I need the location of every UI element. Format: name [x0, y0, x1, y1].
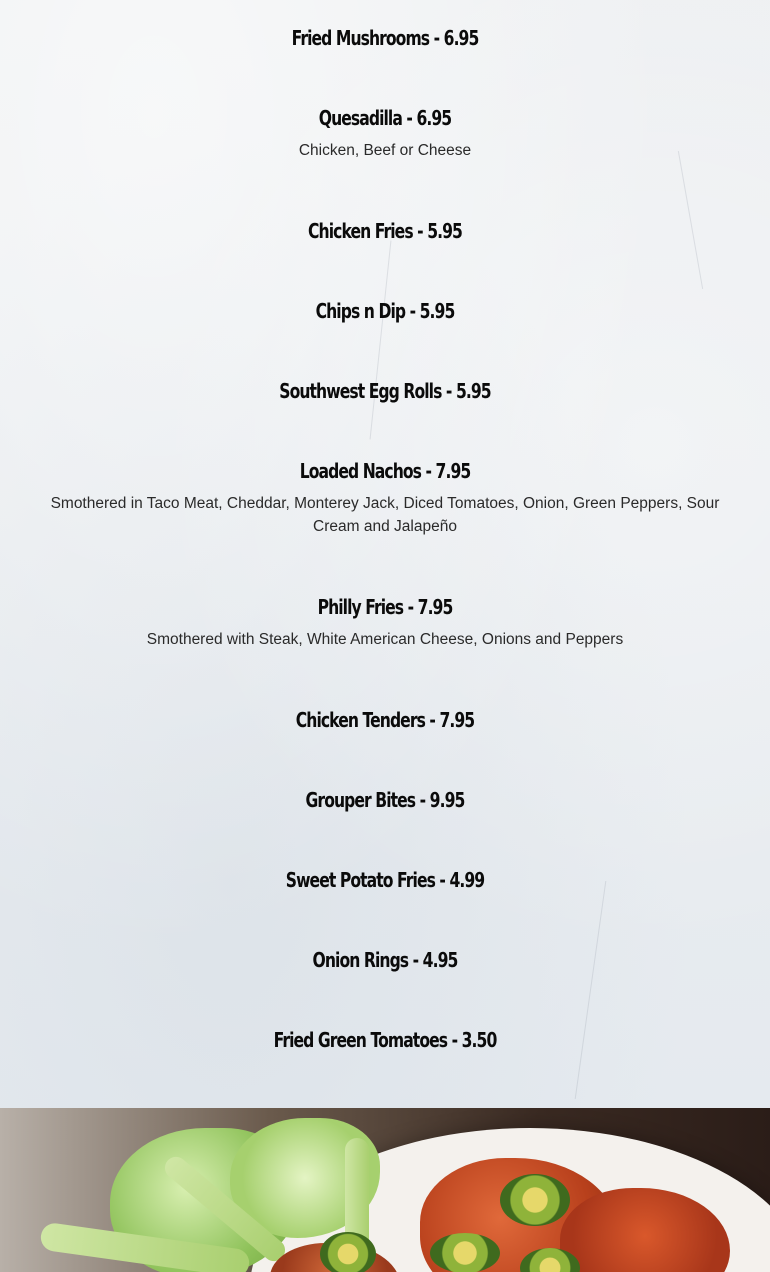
jalapeno-slice: [430, 1233, 500, 1272]
menu-item: [0, 1025, 770, 1055]
menu-item: [0, 23, 770, 53]
menu-item: [0, 865, 770, 895]
menu-item-title: Sweet Potato Fries - 4.99: [285, 868, 485, 892]
wall-texture-line: [575, 881, 607, 1099]
menu-item-title: Grouper Bites - 9.95: [305, 788, 465, 812]
menu-item: [0, 103, 770, 162]
menu-item-title: Loaded Nachos - 7.95: [299, 459, 471, 483]
menu-item-title: Southwest Egg Rolls - 5.95: [279, 379, 491, 403]
jalapeno-slice: [320, 1232, 376, 1272]
wall-texture-line: [370, 240, 392, 439]
menu-item-description: Smothered in Taco Meat, Cheddar, Monterey Jack, Diced Tomatoes, Onion, Green Peppers, Sour Cream and Jalapeño: [50, 495, 720, 535]
menu-item: [0, 456, 770, 538]
menu-item-description: Smothered with Steak, White American Cheese, Onions and Peppers: [146, 631, 624, 648]
menu-item: [0, 705, 770, 735]
menu-item: [0, 376, 770, 406]
menu-item: [0, 945, 770, 975]
menu-item-title: Fried Mushrooms - 6.95: [291, 26, 479, 50]
menu-item: [0, 785, 770, 815]
menu-item: [0, 216, 770, 246]
menu-item: [0, 296, 770, 326]
menu-item-title: Quesadilla - 6.95: [318, 106, 452, 130]
menu-item-title: Chicken Tenders - 7.95: [295, 708, 475, 732]
menu-item-title: Chicken Fries - 5.95: [308, 219, 462, 243]
jalapeno-slice: [500, 1174, 570, 1226]
menu-item-description: Chicken, Beef or Cheese: [298, 142, 472, 159]
menu-item: [0, 592, 770, 651]
menu-item-title: Onion Rings - 4.95: [312, 948, 458, 972]
menu-item-title: Philly Fries - 7.95: [317, 595, 453, 619]
menu-item-title: Chips n Dip - 5.95: [315, 299, 455, 323]
food-photo: [0, 1108, 770, 1272]
menu-item-title: Fried Green Tomatoes - 3.50: [273, 1028, 497, 1052]
